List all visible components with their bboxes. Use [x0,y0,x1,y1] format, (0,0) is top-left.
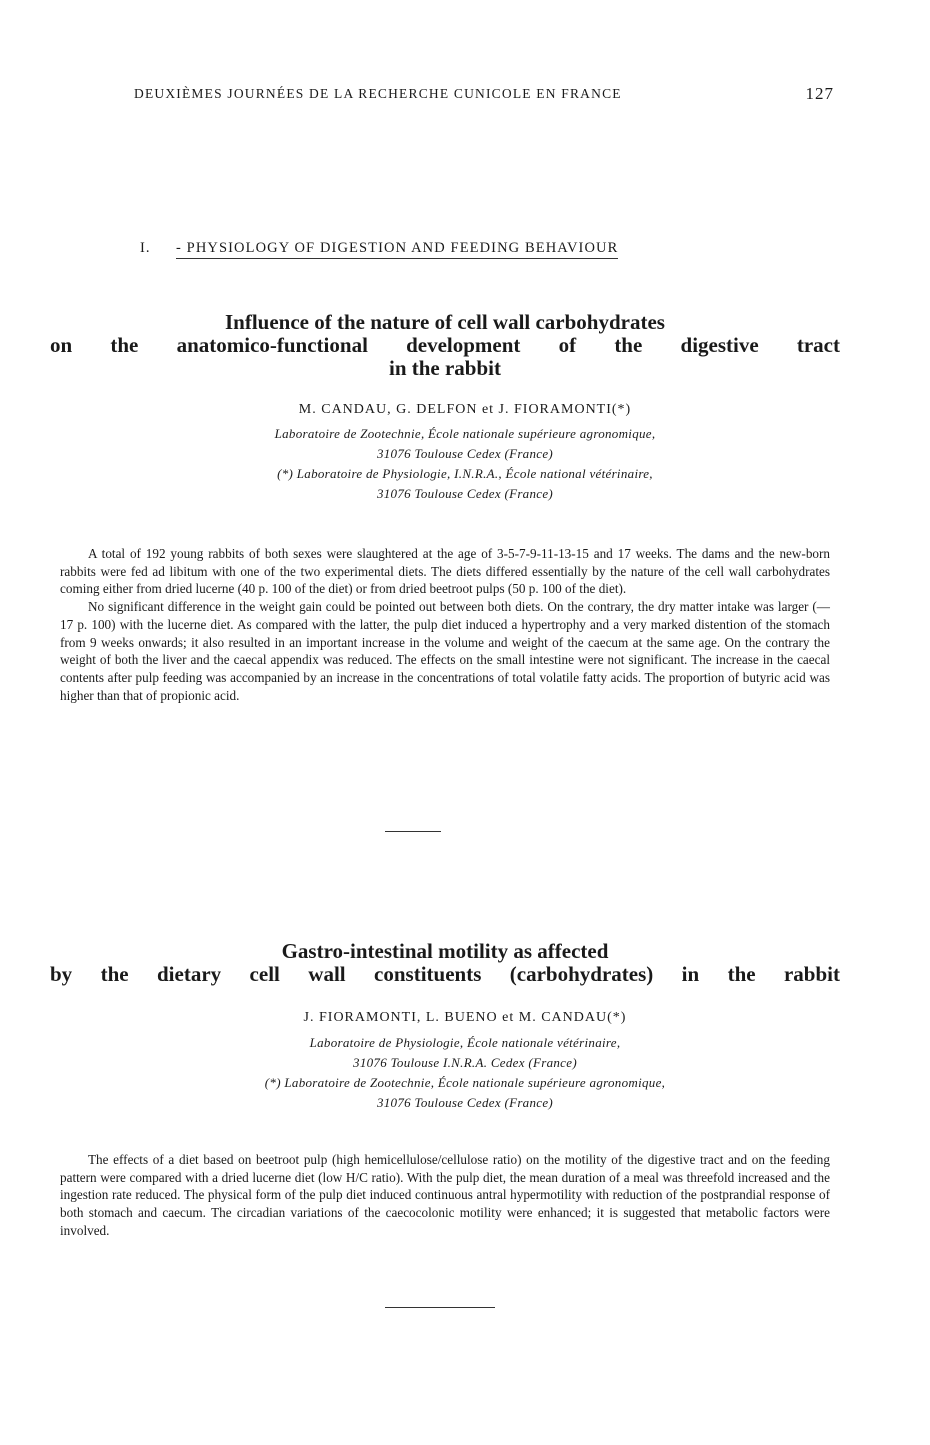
affiliation-line: 31076 Toulouse Cedex (France) [376,446,554,461]
article1-affiliations [100,424,830,504]
affiliation-line: Laboratoire de Physiologie, École nationale vétérinaire, [309,1035,621,1050]
journal-title: DEUXIÈMES JOURNÉES DE LA RECHERCHE CUNICOLE EN FRANCE [134,86,622,101]
separator-rule [385,1307,495,1308]
article1-title-line: in the rabbit [388,356,501,380]
abstract-paragraph: No significant difference in the weight gain could be pointed out between both diets. On the contrary, the dry matter intake was larger (— 17 p. 100) with the lucerne diet. As compared with the latter, the pulp diet induced a hypertrophy and a very marked distention of the stomach from 9 weeks onwards; it also resulted in an important increase in the volume and weight of the caecum at the same age. On the contrary the weight of both the liver and the caecal appendix was reduced. The effects on the small intestine were not significant. The increase in the caecal contents after pulp feeding was accompanied by an increase in the concentrations of total volatile fatty acids. The proportion of butyric acid was higher than that of propionic acid. [60,599,830,703]
affiliation-line: 31076 Toulouse Cedex (France) [376,1095,554,1110]
affiliation-line: 31076 Toulouse I.N.R.A. Cedex (France) [353,1055,577,1070]
article2-title-line: by the dietary cell wall constituents (carbohydrates) in the rabbit [50,962,840,986]
article1-title-line: on the anatomico-functional development of the digestive tract [50,333,840,357]
article2-title [50,940,840,986]
separator-rule [385,831,441,832]
abstract-paragraph: The effects of a diet based on beetroot pulp (high hemicellulose/cellulose ratio) on the motility of the digestive tract and on the feeding pattern were compared with a dried lucerne diet (low H/C ratio). With the pulp diet, the mean duration of a meal was threefold increased and the ingestion rate reduced. The physical form of the pulp diet induced continuous antral hypermotility with reduction of the postprandial response of both stomach and caecum. The circadian variations of the caecocolonic motility were enhanced; it is suggested that metabolic factors were involved. [60,1152,830,1238]
article1-abstract [60,545,830,704]
affiliation-line: (*) Laboratoire de Zootechnie, École nationale supérieure agronomique, [264,1075,666,1090]
abstract-paragraph: A total of 192 young rabbits of both sexes were slaughtered at the age of 3-5-7-9-11-13-15 and 17 weeks. The dams and the new-born rabbits were fed ad libitum with one of the two experimental diets. The diets differed essentially by the nature of the cell wall carbohydrates coming either from dried lucerne (40 p. 100 of the diet) or from dried beetroot pulps (50 p. 100 of the diet). [60,546,830,597]
article1-title [50,311,840,380]
affiliation-line: 31076 Toulouse Cedex (France) [376,486,554,501]
page-number: 127 [805,84,834,103]
affiliation-line: (*) Laboratoire de Physiologie, I.N.R.A., École national vétérinaire, [277,466,653,481]
article2-abstract [60,1151,830,1240]
affiliation-line: Laboratoire de Zootechnie, École nationale supérieure agronomique, [274,426,656,441]
article1-title-line: Influence of the nature of cell wall carbohydrates [225,310,665,334]
section-number: I. [140,240,151,256]
article2-title-line: Gastro-intestinal motility as affected [281,939,609,963]
article2-affiliations [100,1033,830,1113]
article1-authors: M. CANDAU, G. DELFON et J. FIORAMONTI(*) [298,402,632,417]
article2-authors: J. FIORAMONTI, L. BUENO et M. CANDAU(*) [303,1010,627,1025]
section-title: - PHYSIOLOGY OF DIGESTION AND FEEDING BEHAVIOUR [176,240,618,259]
